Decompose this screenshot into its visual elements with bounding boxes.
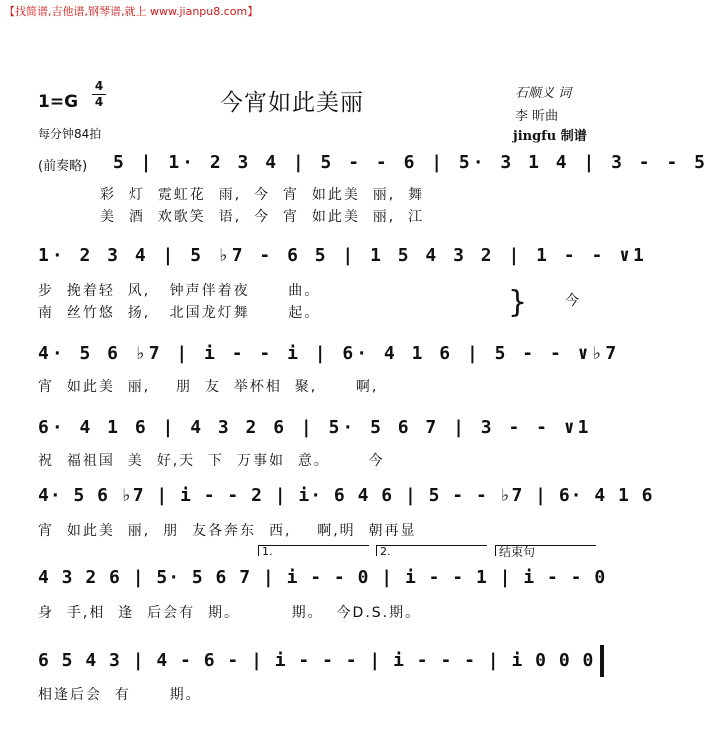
notation-line: 1· 2 3 4 | 5 ♭7 - 6 5 | 1 5 4 3 2 | 1 - - ∨1	[38, 245, 647, 266]
lyric-line-2b: 南 丝竹悠 扬, 北国龙灯舞 起。	[38, 305, 321, 321]
score-row-6	[38, 567, 608, 593]
verse-brace: }	[508, 285, 528, 320]
ending-label: 结束句	[499, 545, 536, 559]
lyric-line-6: 身 手,相 逢 后会有 期。 期。 今D.S.期。	[38, 605, 422, 621]
volta-2-bracket	[376, 545, 487, 556]
composer-credit: 李 昕曲	[515, 109, 559, 124]
arranger-credit: jingfu 制谱	[513, 129, 587, 144]
banner-text: 【找简谱,吉他谱,钢琴谱,就上 www.jianpu8.com】	[4, 5, 259, 18]
lyric-line-1a: 彩 灯 霓虹花 雨, 今 宵 如此美 丽, 舞	[100, 187, 425, 203]
notation-line: 6 5 4 3 | 4 - 6 - | i - - - | i - - - | i 0 0 0	[38, 650, 595, 671]
lyricist-credit: 石顺义 词	[515, 86, 572, 101]
score-row-7	[38, 650, 608, 676]
song-title: 今宵如此美丽	[220, 90, 364, 116]
lyric-line-4: 祝 福祖国 美 好,天 下 万事如 意。 今	[38, 453, 385, 469]
notation-line: 4· 5 6 ♭7 | i - - i | 6· 4 1 6 | 5 - - ∨♭7	[38, 343, 620, 364]
time-top: 4	[94, 79, 104, 93]
score-row-2	[38, 245, 647, 271]
lyric-line-7: 相逢后会 有 期。	[38, 687, 202, 703]
notation-line: 6· 4 1 6 | 4 3 2 6 | 5· 5 6 7 | 3 - - ∨1	[38, 417, 592, 438]
lyric-line-1b: 美 酒 欢歌笑 语, 今 宵 如此美 丽, 江	[100, 209, 425, 225]
lyric-line-3: 宵 如此美 丽, 朋 友 举杯相 聚, 啊,	[38, 379, 379, 395]
final-barline	[600, 645, 604, 677]
tempo-marking: 每分钟84拍	[38, 127, 102, 141]
intro-note: (前奏略)	[38, 159, 88, 174]
volta-1-bracket	[258, 545, 369, 556]
score-row-4	[38, 417, 608, 443]
time-bottom: 4	[94, 95, 104, 109]
time-signature	[92, 80, 106, 109]
score-row-5	[38, 485, 654, 511]
score-row-3	[38, 343, 620, 369]
volta-1-label: 1.	[262, 545, 273, 558]
key-signature: 1=G	[38, 92, 79, 112]
notation-line: 4· 5 6 ♭7 | i - - 2 | i· 6 4 6 | 5 - - ♭7 | 6· 4 1 6	[38, 485, 654, 506]
volta-2-label: 2.	[380, 545, 391, 558]
notation-line: 4 3 2 6 | 5· 5 6 7 | i - - 0 | i - - 1 | i - - 0	[38, 567, 607, 588]
brace-lyric: 今	[565, 293, 581, 309]
notation-line: 5 | 1· 2 3 4 | 5 - - 6 | 5· 3 1 4 | 3 - - 5	[113, 152, 708, 173]
score-row-1	[38, 152, 708, 178]
lyric-line-5: 宵 如此美 丽, 朋 友各奔东 西, 啊,明 朝再显	[38, 523, 417, 539]
lyric-line-2a: 步 挽着轻 风, 钟声伴着夜 曲。	[38, 283, 321, 299]
source-banner	[0, 0, 640, 22]
